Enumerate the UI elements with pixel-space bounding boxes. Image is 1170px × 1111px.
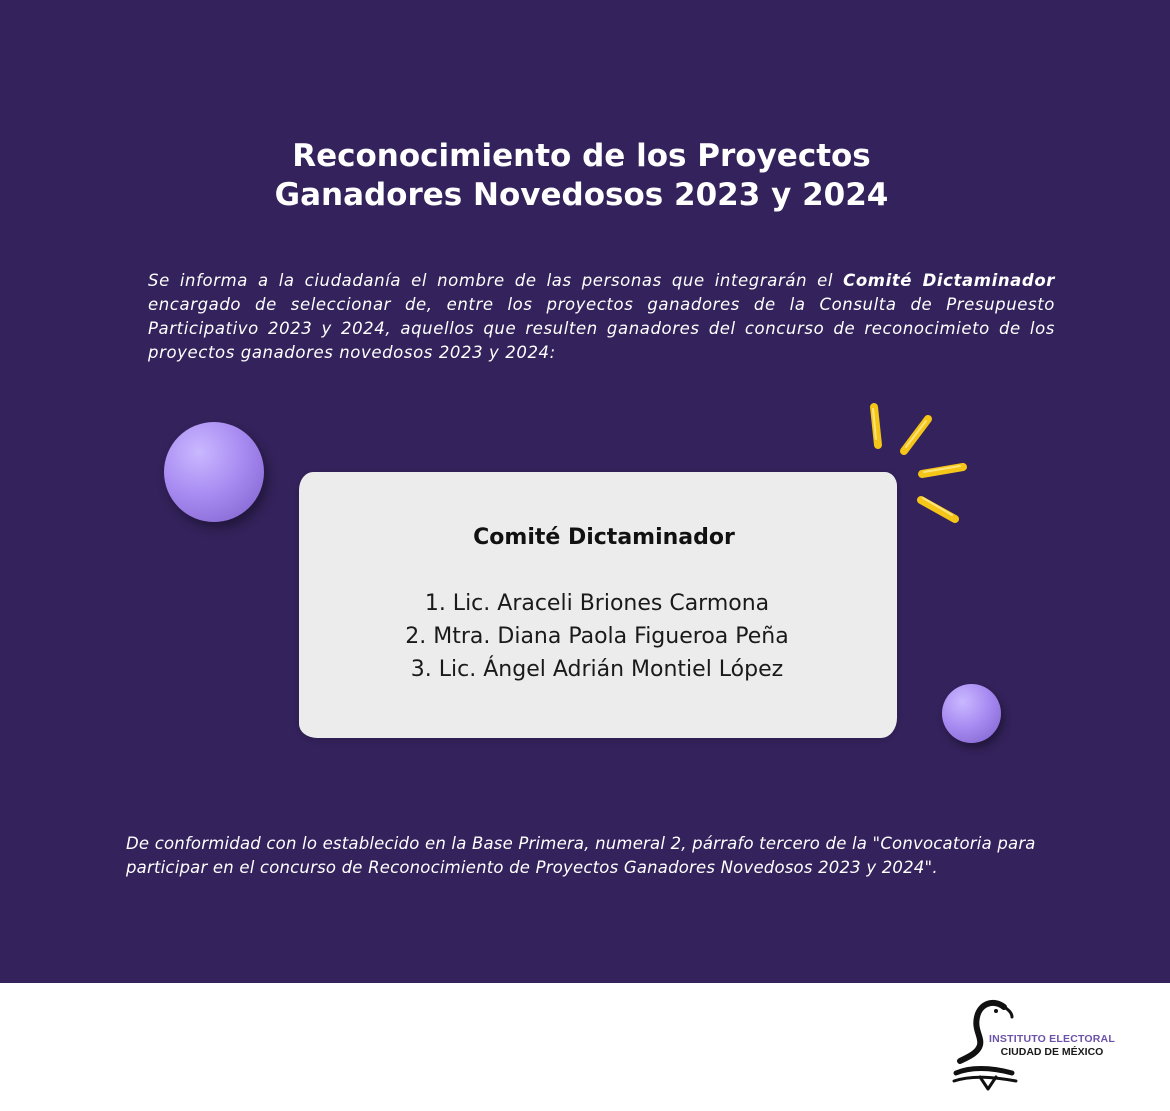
decorative-sphere-large (164, 422, 264, 522)
committee-member: 2. Mtra. Diana Paola Figueroa Peña (405, 624, 789, 649)
logo-line-1: INSTITUTO ELECTORAL (989, 1033, 1115, 1045)
logo-text (982, 1033, 1122, 1059)
committee-member: 3. Lic. Ángel Adrián Montiel López (410, 657, 784, 682)
committee-member-list (377, 587, 817, 686)
logo-line-2: CIUDAD DE MÉXICO (1000, 1046, 1104, 1058)
committee-card (299, 472, 897, 738)
page-title (0, 137, 1163, 215)
intro-text-start: Se informa a la ciudadanía el nombre de las personas que integrarán el (148, 271, 844, 290)
committee-title: Comité Dictaminador (473, 525, 735, 550)
intro-bold-term: Comité Dictaminador (843, 271, 1055, 290)
footnote-text: De conformidad con lo establecido en la Base Primera, numeral 2, párrafo tercero de la "Convocatoria para participar en el concurso de Reconocimiento de Proyectos Ganadores Novedosos 2023 y 2024". (126, 834, 1036, 877)
institution-logo (950, 997, 1120, 1095)
committee-member: 1. Lic. Araceli Briones Carmona (424, 591, 770, 616)
intro-paragraph (148, 269, 1055, 365)
title-line-1: Reconocimiento de los Proyectos (292, 138, 871, 174)
intro-text-end: encargado de seleccionar de, entre los proyectos ganadores de la Consulta de Presupuesto Participativo 2023 y 2024, aquellos que resulten ganadores del concurso de reconocimieto de los proyectos ganadores novedosos 2023 y 2024: (148, 295, 1055, 362)
decorative-sphere-small (942, 684, 1001, 743)
title-line-2: Ganadores Novedosos 2023 y 2024 (274, 177, 889, 213)
